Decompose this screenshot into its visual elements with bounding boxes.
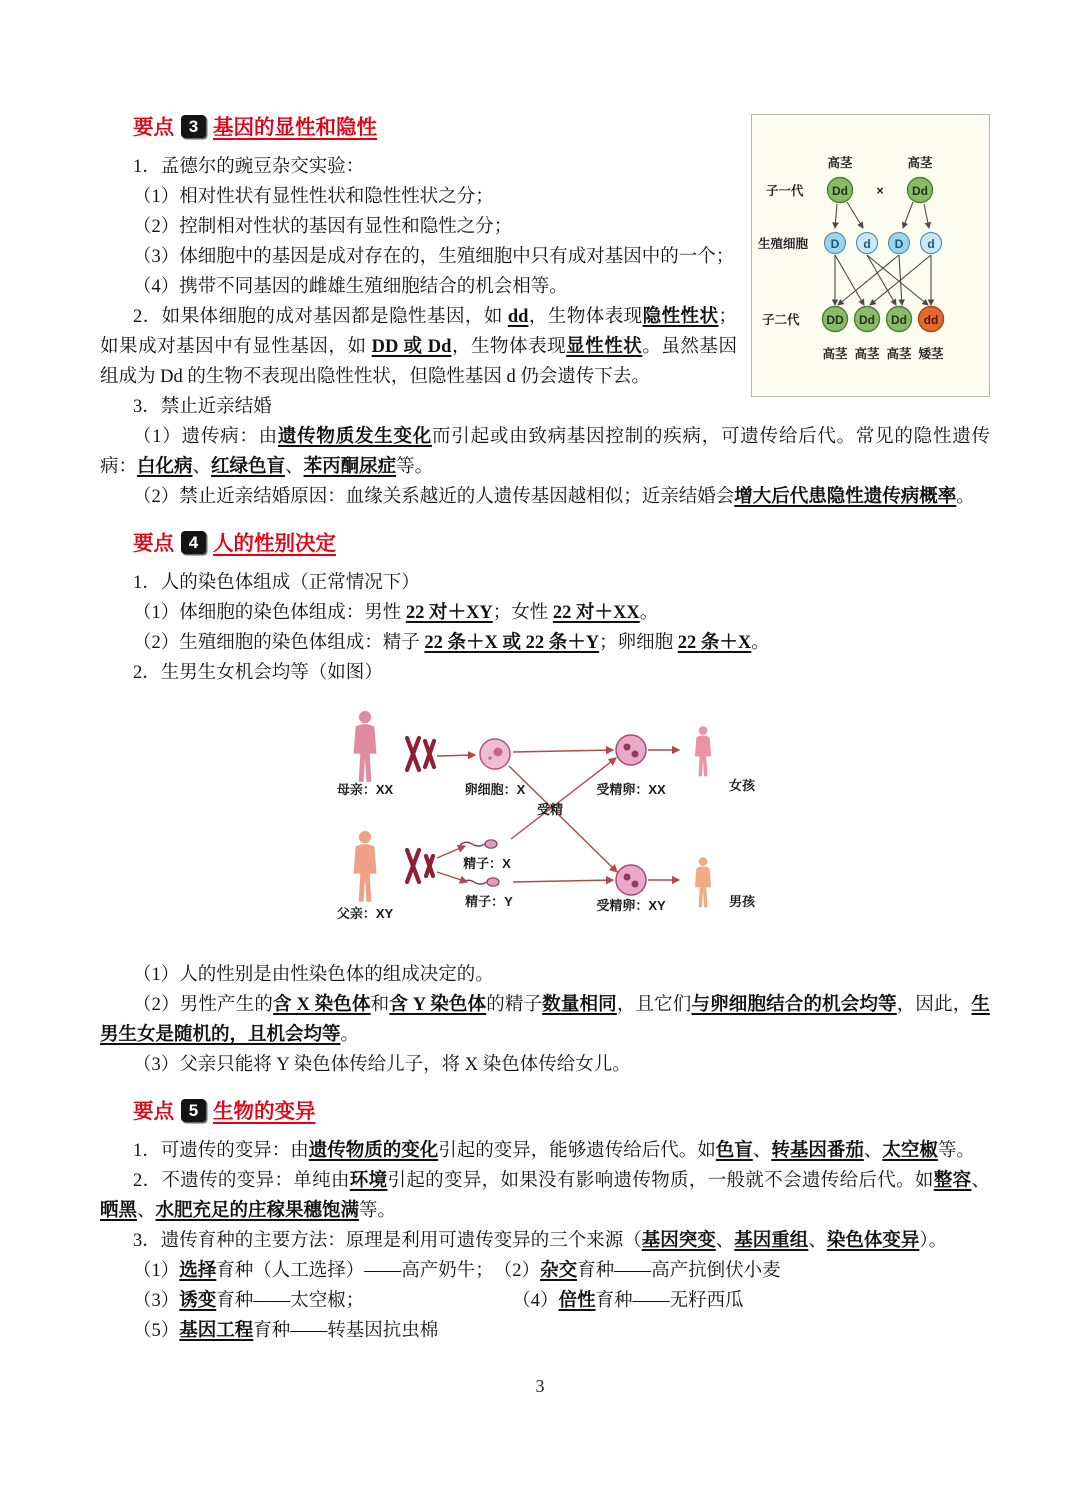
section-4-body-top [100, 568, 990, 688]
father-label: 父亲：XY [336, 906, 394, 921]
pea-gamete-row-label: 生殖细胞 [758, 237, 809, 251]
text-run: 、 [971, 1171, 990, 1191]
gamete-allele: D [894, 237, 904, 251]
girl-label: 女孩 [729, 778, 756, 793]
heading-number-badge: 4 [181, 531, 206, 554]
text-run: 2．如果体细胞的成对基因都是隐性基因，如 [133, 307, 508, 327]
pea-cross-sign: × [876, 184, 884, 198]
heading-label: 要点 [133, 532, 174, 555]
key-term: 水肥充足的庄稼果穗饱满 [155, 1201, 360, 1221]
text-run: 。 [956, 487, 975, 507]
f2-genotype: Dd [859, 313, 875, 327]
key-term: 22 对＋XX [552, 603, 640, 623]
text-run: （5） [133, 1321, 180, 1341]
key-term: 含 X 染色体 [273, 995, 371, 1015]
text-run: 1．可遗传的变异：由 [133, 1141, 309, 1161]
text-run: ；卵细胞 [599, 633, 678, 653]
text-run: 3．禁止近亲结婚 [133, 397, 272, 417]
text-run: 3．遗传育种的主要方法：原理是利用可遗传变异的三个来源（ [133, 1231, 642, 1251]
pea-cross-svg [752, 115, 987, 386]
text-run: 。虽然基因组成为 Dd 的生物不表现出隐性性状，但隐性基因 d 仍会遗传下去。 [100, 337, 737, 387]
text-run: 。 [751, 633, 770, 653]
key-term: 基因重组 [734, 1231, 809, 1251]
zygote-xy-icon [616, 865, 646, 895]
text-run: 、 [192, 457, 212, 477]
sex-determination-svg [325, 694, 765, 946]
section-gene-dominance [100, 112, 990, 512]
text-run: 1．孟德尔的豌豆杂交实验： [133, 157, 365, 177]
paragraph [100, 990, 990, 1050]
pea-bottom-label: 矮茎 [918, 347, 944, 361]
paragraph [100, 482, 990, 512]
text-run: 。 [639, 603, 659, 623]
pea-f1-row-label: 子一代 [766, 184, 804, 198]
text-run: （1）相对性状有显性性状和隐性性状之分； [133, 187, 494, 207]
f1-genotype: Dd [832, 184, 848, 198]
f1-genotype: Dd [912, 184, 928, 198]
pea-bottom-label: 高茎 [822, 347, 848, 361]
paragraph [100, 1286, 990, 1316]
section-4-body-bottom [100, 960, 990, 1080]
text-run: （3）体细胞中的基因是成对存在的，生殖细胞中只有成对基因中的一个； [133, 247, 735, 267]
key-term: 选择 [179, 1261, 217, 1281]
key-term: 22 条＋X 或 22 条＋Y [424, 633, 600, 653]
text-run: 、 [285, 457, 304, 477]
key-term: 显性性状 [566, 337, 643, 357]
text-run: （2） [503, 1261, 541, 1281]
key-term: 数量相同 [542, 995, 617, 1015]
father-chromosomes-icon [407, 850, 433, 882]
text-run: ，因此， [896, 995, 972, 1015]
mother-figure [354, 711, 377, 782]
gamete-allele: d [863, 237, 871, 251]
pea-bottom-label: 高茎 [854, 347, 880, 361]
text-run: 等。 [937, 1141, 975, 1161]
text-run: 引起的变异，如果没有影响遗传物质，一般就不会遗传给后代。如 [387, 1171, 934, 1191]
section-heading-5 [100, 1096, 990, 1128]
text-run: ）。 [919, 1231, 948, 1251]
text-run: 。 [340, 1025, 360, 1045]
text-run: （3） [133, 1291, 180, 1311]
heading-number-badge: 3 [181, 115, 206, 138]
key-term: 太空椒 [882, 1141, 938, 1161]
key-term: 诱变 [179, 1291, 217, 1311]
section-5-body [100, 1136, 990, 1346]
key-term: 与卵细胞结合的机会均等 [691, 995, 897, 1015]
key-term: 苯丙酮尿症 [303, 457, 397, 477]
pea-cross-diagram [751, 114, 990, 397]
zygote-xy-label: 受精卵：XY [596, 898, 666, 913]
key-term: 转基因番茄 [771, 1141, 864, 1161]
sperm-y-label: 精子：Y [465, 894, 513, 909]
text-run: （2）控制相对性状的基因有显性和隐性之分； [133, 217, 513, 237]
paragraph [100, 960, 990, 990]
section-heading-4 [100, 528, 990, 560]
paragraph [100, 628, 990, 658]
section-sex-determination [100, 528, 990, 1080]
text-run: （1） [133, 1261, 180, 1281]
zygote-xx-label: 受精卵：XX [596, 782, 666, 797]
heading-number-badge: 5 [181, 1099, 206, 1122]
text-run: ；如果成对基因中有显性基因，如 [100, 307, 737, 357]
pea-top-label-2: 高茎 [907, 156, 933, 170]
text-run: 等。 [359, 1201, 397, 1221]
text-run: 引起的变异，能够遗传给后代。如 [438, 1141, 716, 1161]
text-run: 育种（人工选择）——高产奶牛； [216, 1261, 504, 1281]
boy-label: 男孩 [729, 894, 756, 909]
text-run: 育种——转基因抗虫棉 [253, 1321, 439, 1341]
paragraph [100, 422, 990, 482]
gamete-allele: D [830, 237, 840, 251]
text-run: ，生物体表现 [451, 337, 567, 357]
f2-genotype: DD [826, 313, 844, 327]
gamete-allele: d [927, 237, 935, 251]
text-run: 、 [863, 1141, 883, 1161]
heading-label: 要点 [133, 1100, 174, 1123]
sex-determination-diagram [325, 694, 765, 956]
text-run: ；女性 [492, 603, 553, 623]
key-term: 白化病 [137, 457, 193, 477]
text-run: 2．不遗传的变异：单纯由 [133, 1171, 350, 1191]
egg-label: 卵细胞：X [464, 782, 526, 797]
key-term: 22 对＋XY [405, 603, 493, 623]
key-term: 环境 [349, 1171, 388, 1191]
paragraph [100, 1166, 990, 1226]
mother-chromosomes-icon [407, 738, 434, 770]
key-term: dd [507, 307, 529, 327]
text-run: ，且它们 [616, 995, 692, 1015]
key-term: 染色体变异 [826, 1231, 920, 1251]
key-term: 增大后代患隐性遗传病概率 [734, 487, 957, 507]
pea-top-label-1: 高茎 [827, 156, 853, 170]
text-run: ，生物体表现 [528, 307, 643, 327]
text-run: 的精子 [486, 995, 543, 1015]
paragraph [100, 658, 990, 688]
paragraph [100, 1316, 990, 1346]
key-term: 生男生女是随机的，且机会均等 [100, 995, 990, 1045]
key-term: 整容 [933, 1171, 972, 1191]
text-run: （3）父亲只能将 Y 染色体传给儿子，将 X 染色体传给女儿。 [133, 1055, 631, 1075]
key-term: 基因工程 [179, 1321, 254, 1341]
text-run: 、 [137, 1201, 156, 1221]
text-run: （2）男性产生的 [133, 995, 274, 1015]
text-run: （4）携带不同基因的雌雄生殖细胞结合的机会相等。 [133, 277, 568, 297]
paragraph [100, 1256, 990, 1286]
mother-label: 母亲：XX [336, 782, 394, 797]
key-term: 22 条＋X [677, 633, 752, 653]
key-term: 杂交 [540, 1261, 578, 1281]
text-run: 1．人的染色体组成（正常情况下） [133, 573, 420, 593]
sperm-x-label: 精子：X [463, 856, 511, 871]
text-run: 育种——高产抗倒伏小麦 [577, 1261, 781, 1281]
text-run: 育种——无籽西瓜 [595, 1291, 744, 1311]
key-term: 倍性 [558, 1291, 596, 1311]
key-term: 红绿色盲 [211, 457, 286, 477]
zygote-xx-icon [616, 735, 646, 765]
boy-figure [695, 857, 711, 907]
sperm-x-icon [460, 840, 497, 848]
paragraph [100, 1136, 990, 1166]
text-run: （1）遗传病：由 [133, 427, 278, 447]
heading-label: 要点 [133, 116, 174, 139]
text-run: 、 [808, 1231, 827, 1251]
pea-bottom-label: 高茎 [886, 347, 912, 361]
pea-f2-row-label: 子二代 [762, 313, 800, 327]
text-run: 育种——太空椒； [216, 1291, 522, 1311]
text-run: （1）体细胞的染色体组成：男性 [133, 603, 406, 623]
key-term: 含 Y 染色体 [389, 995, 487, 1015]
father-figure [354, 831, 377, 902]
paragraph [100, 598, 990, 628]
text-run: （4） [521, 1291, 559, 1311]
heading-title: 基因的显性和隐性 [213, 116, 377, 139]
heading-title: 人的性别决定 [213, 532, 336, 555]
text-run: 、 [752, 1141, 772, 1161]
girl-figure [695, 726, 711, 776]
paragraph [100, 1226, 990, 1256]
key-term: 遗传物质的变化 [308, 1141, 439, 1161]
key-term: 遗传物质发生变化 [277, 427, 433, 447]
paragraph [100, 568, 990, 598]
key-term: 基因突变 [641, 1231, 716, 1251]
page-number: 3 [535, 1376, 545, 1396]
key-term: DD 或 Dd [371, 337, 452, 357]
egg-cell-icon [480, 739, 510, 769]
paragraph [100, 1050, 990, 1080]
text-run: （2）禁止近亲结婚原因：血缘关系越近的人遗传基因越相似；近亲结婚会 [133, 487, 735, 507]
text-run: （2）生殖细胞的染色体组成：精子 [133, 633, 425, 653]
f2-genotype: Dd [891, 313, 907, 327]
text-run: 而引起或由致病基因控制的疾病，可遗传给后代。常见的隐性遗传病： [100, 427, 990, 477]
key-term: 晒黑 [100, 1201, 138, 1221]
sperm-y-icon [462, 878, 499, 886]
f2-genotype: dd [923, 313, 939, 327]
text-run: 和 [370, 995, 390, 1015]
text-run: 2．生男生女机会均等（如图） [133, 663, 383, 683]
heading-title: 生物的变异 [213, 1100, 316, 1123]
text-run: 、 [715, 1231, 735, 1251]
text-run: （1）人的性别是由性染色体的组成决定的。 [133, 965, 494, 985]
text-run: 等。 [396, 457, 434, 477]
key-term: 隐性性状 [642, 307, 719, 327]
fertilization-label: 受精 [536, 802, 564, 817]
key-term: 色盲 [715, 1141, 753, 1161]
section-variation [100, 1096, 990, 1346]
